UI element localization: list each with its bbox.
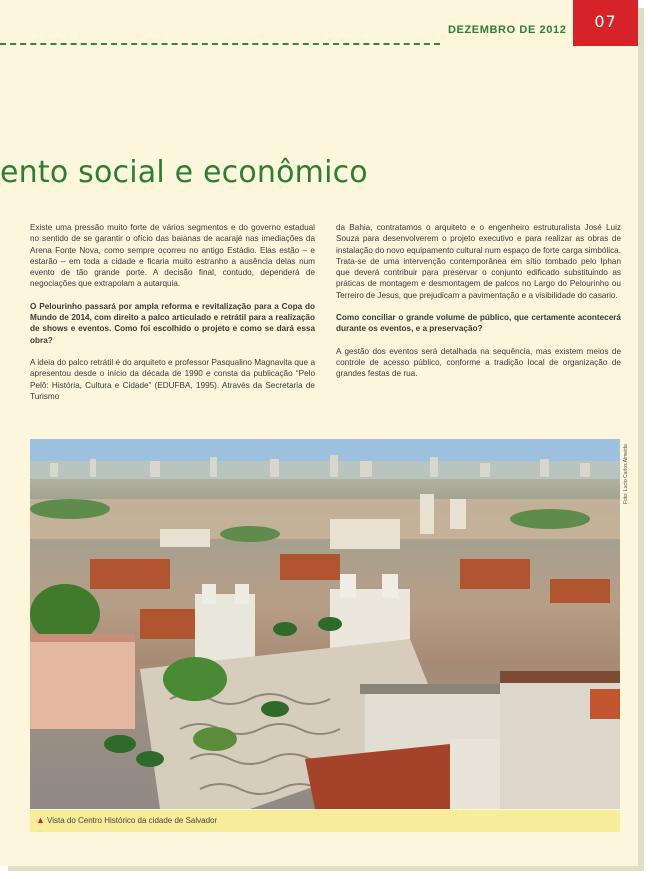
text-column-right bbox=[336, 222, 621, 391]
header-dashed-rule bbox=[0, 43, 440, 45]
article-headline: ento social e econômico bbox=[0, 155, 368, 190]
page-number-box bbox=[573, 0, 638, 46]
photo-credit: Foto: Lucio Carlos Almeida bbox=[623, 444, 629, 504]
paragraph: Existe uma pressão muito forte de vários segmentos e do governo estadual no sentido de se garantir o ofício das baianas de acarajé nas imediações da Arena Fonte Nova, como sempre ocorreu no antigo Estádio. Elas estão – e estarão – em toda a cidade e ficaria muito estranho a ausência delas num evento de tão grande porte. A decisão final, contudo, dependerá de negociações que extrapolam a autarquia. bbox=[30, 223, 315, 289]
interview-question: O Pelourinho passará por ampla reforma e revitalização para a Copa do Mundo de 2014, com direito a palco articulado e retrátil para a realização de shows e eventos. Como foi escolhido o projeto e como se dará essa obra? bbox=[30, 301, 315, 345]
interview-question: Como conciliar o grande volume de público, que certamente acontecerá durante os eventos, e a preservação? bbox=[336, 313, 621, 334]
text-column-left bbox=[30, 222, 315, 413]
paragraph: da Bahia, contratamos o arquiteto e o engenheiro estruturalista José Luiz Souza para desenvolverem o projeto executivo e para realizar as obras de instalação do novo equipamento cultural num espaço de forte carga simbólica. Trata-se de uma intervenção contemporânea em sítio tombado pelo Iphan que deverá contribuir para preservar o conjunto edificado substituindo as práticas de montagem e desmontagem de palcos no Largo do Pelourinho ou Terreiro de Jesus, que prejudicam a pavimentação e a visibilidade do casario. bbox=[336, 223, 621, 300]
marker-icon: ▲ bbox=[36, 815, 45, 825]
photo-caption-bar bbox=[30, 810, 620, 832]
page-shadow-bottom bbox=[8, 866, 644, 871]
salvador-aerial-photo bbox=[30, 439, 620, 809]
page-number: 07 bbox=[594, 12, 617, 31]
photo-caption: Vista do Centro Histórico da cidade de Salvador bbox=[47, 816, 218, 825]
page-shadow-right bbox=[638, 8, 644, 870]
city-illustration bbox=[30, 439, 620, 809]
issue-date: DEZEMBRO DE 2012 bbox=[448, 24, 567, 36]
paragraph: A gestão dos eventos será detalhada na sequência, mas existem meios de controle de acesso público, conforme a tradição local de organização de grandes festas de rua. bbox=[336, 346, 621, 379]
paragraph: A ideia do palco retrátil é do arquiteto e professor Pasqualino Magnavita que a apresentou desde o início da década de 1990 e consta da publicação “Pelo Pelô: História, Cultura e Cidade” (EDUFBA, 1995). Através da Secretaria de Turismo bbox=[30, 357, 315, 401]
